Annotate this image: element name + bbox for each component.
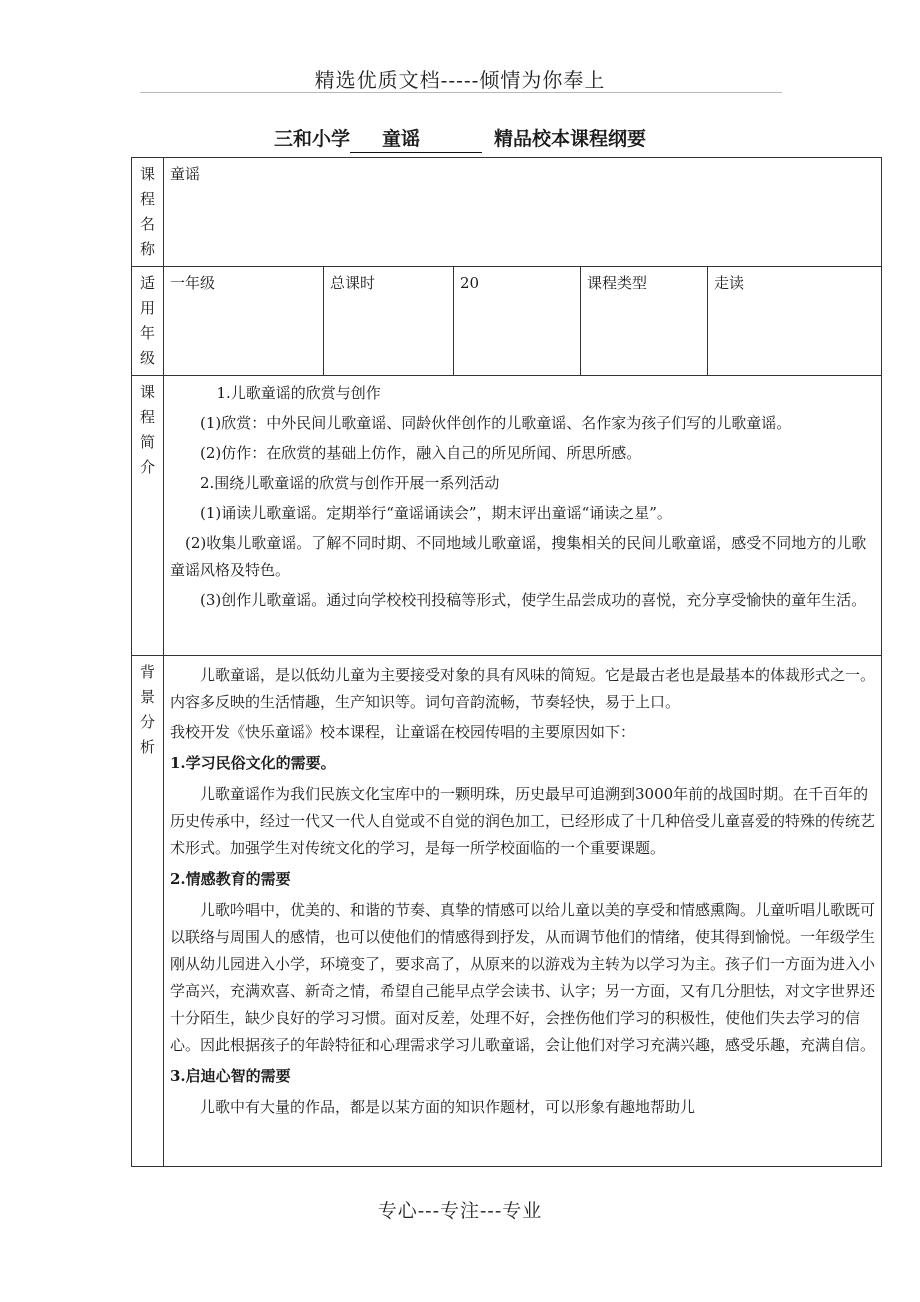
row-grade: [132, 267, 882, 376]
section-heading: 3.启迪心智的需要: [170, 1067, 291, 1085]
total-hours-label: 总课时: [324, 267, 454, 376]
section-body: 儿歌吟唱中，优美的、和谐的节奏、真挚的情感可以给儿童以美的享受和情感熏陶。儿童听唱儿歌既可以联络与周围人的感情，也可以使他们的情感得到抒发，从而调节他们的情绪，使其得到愉悦。一年级学生刚从幼儿园进入小学，环境变了，要求高了，从原来的以游戏为主转为以学习为主。孩子们一方面为进入小学高兴，充满欢喜、新奇之情，希望自己能早点学会读书、认字；另一方面，又有几分胆怯，对文字世界还十分陌生，缺少良好的学习习惯。面对反差，处理不好，会挫伤他们学习的积极性，使他们失去学习的信心。因此根据孩子的年龄特征和心理需求学习儿歌童谣，会让他们对学习充满兴趣，感受乐趣，充满自信。: [170, 901, 876, 1054]
course-intro-content: [164, 376, 882, 656]
intro-paragraph: 2.围绕儿歌童谣的欣赏与创作开展一系列活动: [200, 474, 500, 492]
section-heading: 1.学习民俗文化的需要。: [170, 754, 336, 772]
label-course-intro: 课 程 简 介: [132, 376, 164, 656]
section-heading: 2.情感教育的需要: [170, 870, 291, 888]
section-body: 儿歌童谣作为我们民族文化宝库中的一颗明珠，历史最早可追溯到3000年前的战国时期。在千百年的历史传承中，经过一代又一代人自觉或不自觉的润色加工，已经形成了十几种倍受儿童喜爱的特殊的传统艺术形式。加强学生对传统文化的学习，是每一所学校面临的一个重要课题。: [170, 785, 876, 857]
intro-paragraph: (2)仿作：在欣赏的基础上仿作，融入自己的所见所闻、所思所感。: [200, 444, 642, 462]
reason-lead: 我校开发《快乐童谣》校本课程，让童谣在校园传唱的主要原因如下：: [170, 723, 636, 741]
row-course-name: [132, 158, 882, 267]
course-type-label: 课程类型: [581, 267, 708, 376]
title-suffix: 精品校本课程纲要: [494, 128, 647, 150]
course-name-value: 童谣: [164, 158, 882, 267]
intro-paragraph: (3)创作儿歌童谣。通过向学校校刊投稿等形式，使学生品尝成功的喜悦，充分享受愉快的童年生活。: [200, 591, 867, 609]
document-title: [0, 124, 920, 153]
intro-paragraph: (2)收集儿歌童谣。了解不同时期、不同地域儿歌童谣，搜集相关的民间儿歌童谣，感受不同地方的儿歌童谣风格及特色。: [170, 534, 867, 579]
header-divider: [140, 92, 782, 93]
page-header: 精选优质文档-----倾情为你奉上: [314, 68, 606, 92]
label-course-name: 课 程 名 称: [132, 158, 164, 267]
course-type-value: 走读: [708, 267, 882, 376]
row-course-intro: [132, 376, 882, 656]
intro-paragraph: 1.儿歌童谣的欣赏与创作: [216, 384, 381, 402]
row-background: [132, 656, 882, 1167]
background-intro: 儿歌童谣，是以低幼儿童为主要接受对象的具有风味的简短。它是最古老也是最基本的体裁形式之一。内容多反映的生活情趣，生产知识等。词句音韵流畅，节奏轻快，易于上口。: [170, 666, 876, 711]
page-footer: 专心---专注---专业: [377, 1200, 543, 1222]
grade-value: 一年级: [164, 267, 324, 376]
intro-paragraph: (1)诵读儿歌童谣。定期举行“童谣诵读会”，期末评出童谣“诵读之星”。: [200, 504, 672, 522]
section-body: 儿歌中有大量的作品，都是以某方面的知识作题材，可以形象有趣地帮助儿: [200, 1098, 696, 1116]
title-course: 童谣: [350, 124, 482, 153]
course-outline-table: [131, 157, 882, 1167]
total-hours-value: 20: [454, 267, 581, 376]
intro-paragraph: (1)欣赏：中外民间儿歌童谣、同龄伙伴创作的儿歌童谣、名作家为孩子们写的儿歌童谣。: [200, 414, 792, 432]
label-background: 背 景 分 析: [132, 656, 164, 1167]
label-grade: 适 用 年 级: [132, 267, 164, 376]
background-content: [164, 656, 882, 1167]
title-school: 三和小学: [273, 128, 350, 150]
